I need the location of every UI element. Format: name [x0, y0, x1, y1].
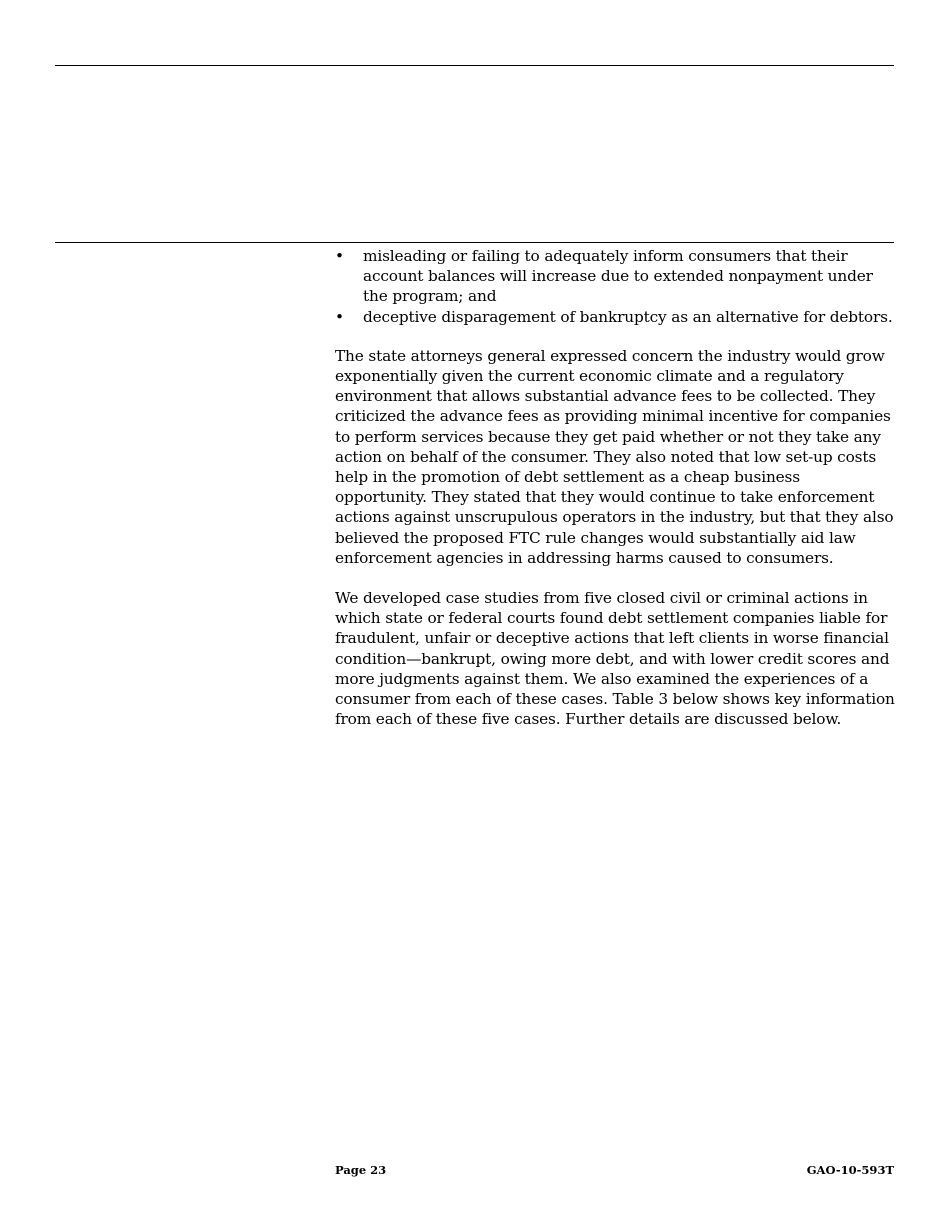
page-number: Page 23 [335, 1163, 387, 1177]
bullet-text: deceptive disparagement of bankruptcy as an alternative for debtors. [363, 307, 893, 326]
bullet-item [335, 307, 895, 327]
bullet-icon: • [335, 307, 344, 326]
bullet-text: misleading or failing to adequately inform consumers that their account balances will increase due to extended nonpayment under the program; and [363, 247, 873, 306]
report-number: GAO-10-593T [806, 1163, 894, 1177]
header-rule-top [55, 65, 894, 66]
bullet-list [335, 246, 895, 327]
paragraph-case-studies: We developed case studies from five closed civil or criminal actions in which state or federal courts found debt settlement companies liable for fraudulent, unfair or deceptive actions that left clients in worse financial condition—bankrupt, owing more debt, and with lower credit scores and more judgments against them. We also examined the experiences of a consumer from each of these cases. Table 3 below shows key information from each of these five cases. Further details are discussed below. [335, 589, 895, 729]
bullet-icon: • [335, 247, 344, 265]
body-text [335, 246, 895, 729]
bullet-item [335, 246, 895, 307]
section-rule [55, 242, 894, 243]
paragraph-state-attorneys: The state attorneys general expressed concern the industry would grow exponentially given the current economic climate and a regulatory environment that allows substantial advance fees to be collected. They criticized the advance fees as providing minimal incentive for companies to perform services because they get paid whether or not they take any action on behalf of the consumer. They also noted that low set-up costs help in the promotion of debt settlement as a cheap business opportunity. They stated that they would continue to take enforcement actions against unscrupulous operators in the industry, but that they also believed the proposed FTC rule changes would substantially aid law enforcement agencies in addressing harms caused to consumers. [335, 346, 894, 567]
